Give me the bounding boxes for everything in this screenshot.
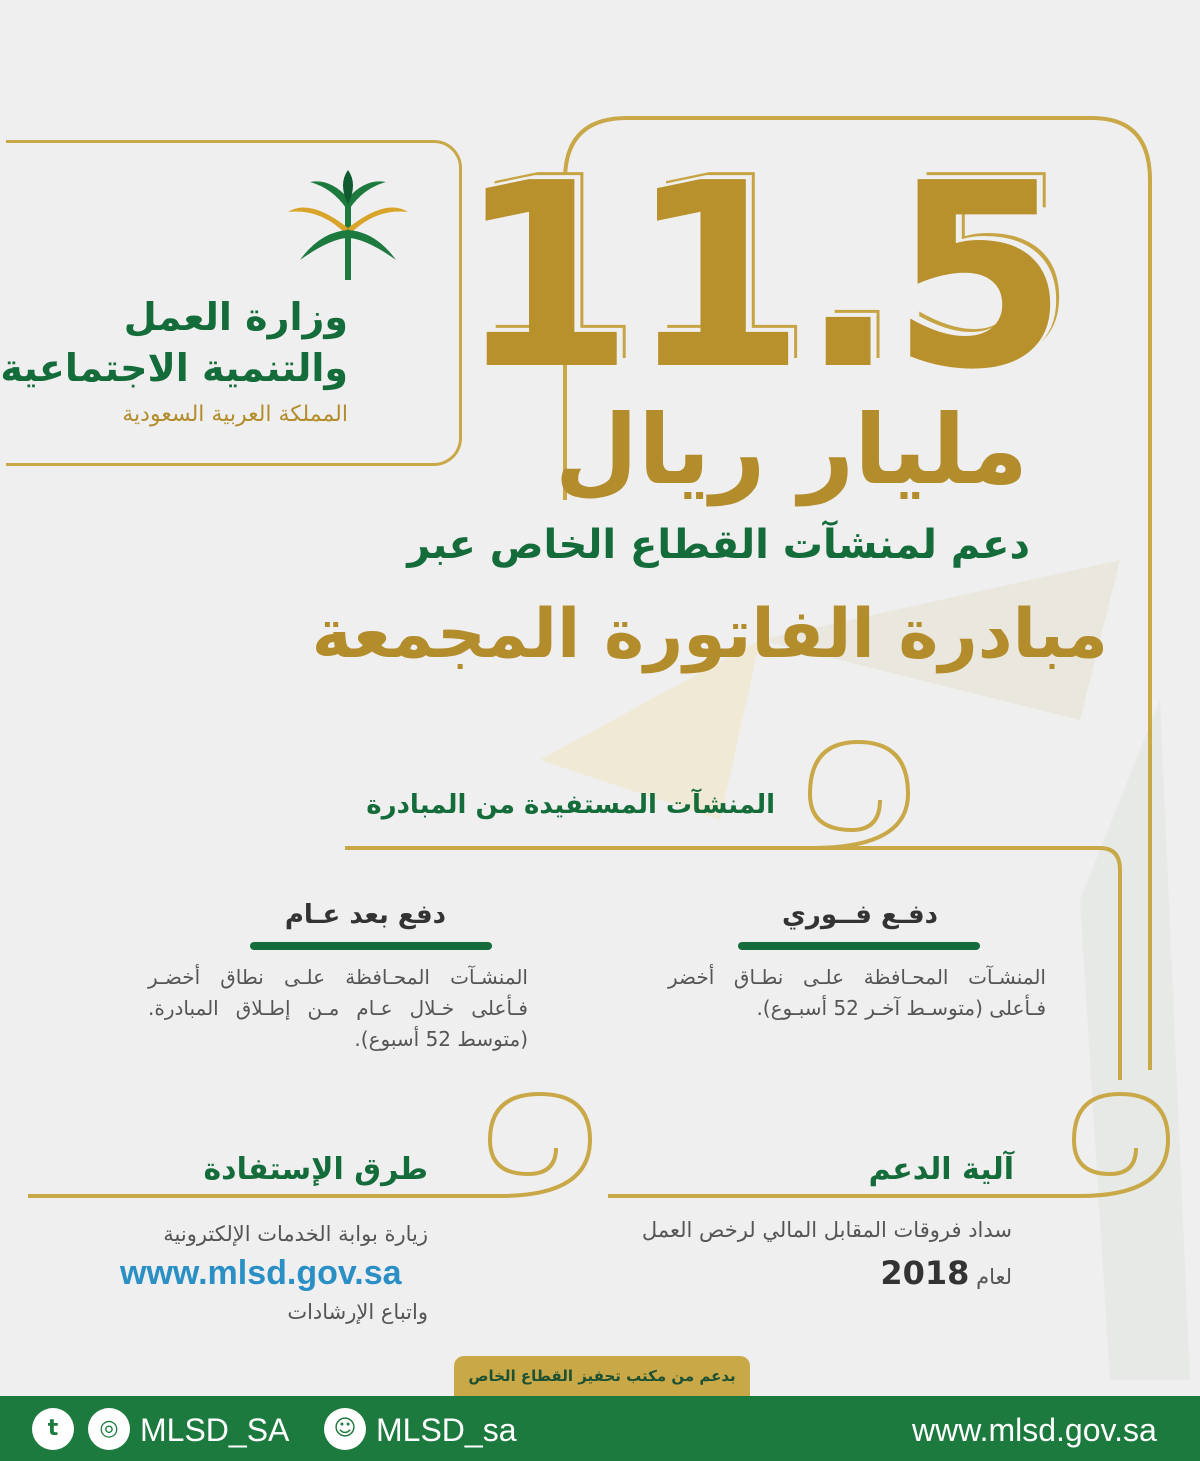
portal-link[interactable]: www.mlsd.gov.sa [120, 1254, 402, 1292]
ministry-name-line1: وزارة العمل [123, 295, 348, 339]
twitter-icon[interactable]: t [32, 1408, 74, 1450]
palm-emblem-icon [280, 168, 416, 288]
benefit-methods-line2: واتباع الإرشادات [287, 1300, 428, 1324]
immediate-pay-title: دفـع فــوري [782, 900, 938, 930]
ministry-name-line2: والتنمية الاجتماعية [0, 346, 348, 390]
support-mechanism-body: سداد فروقات المقابل المالي لرخص العمل لعام [641, 1218, 1012, 1289]
after-year-pay-bar [250, 942, 492, 950]
immediate-pay-bar [738, 942, 980, 950]
support-mechanism-text [632, 1214, 1012, 1299]
after-year-pay-text: المنشـآت المحـافظة علـى نطاق أخضـر فـأعلى خـلال عـام مـن إطـلاق المبادرة. (متوسط 52 أسبوع). [148, 965, 528, 1051]
headline-currency: مليار ريال [554, 394, 1028, 506]
beneficiaries-title: المنشآت المستفيدة من المبادرة [366, 790, 775, 820]
headline-amount: 11.5 [456, 129, 1062, 426]
support-mechanism-year: 2018 [880, 1253, 970, 1292]
benefit-methods-line1: زيارة بوابة الخدمات الإلكترونية [163, 1222, 428, 1246]
initiative-title: مبادرة الفاتورة المجمعة [311, 595, 1108, 674]
immediate-pay-text: المنشـآت المحـافظة علـى نطـاق أخضر فـأعلى (متوسـط آخـر 52 أسبـوع). [668, 965, 1046, 1020]
snapchat-icon[interactable]: ☺ [324, 1408, 366, 1450]
after-year-pay-title: دفع بعد عـام [284, 900, 446, 930]
instagram-handle[interactable]: MLSD_SA [140, 1412, 290, 1448]
support-mechanism-title: آلية الدعم [868, 1152, 1014, 1187]
footer-website[interactable]: www.mlsd.gov.sa [912, 1412, 1157, 1448]
ministry-country: المملكة العربية السعودية [122, 402, 348, 427]
headline-subtitle: دعم لمنشآت القطاع الخاص عبر [407, 522, 1030, 568]
benefit-methods-title: طرق الإستفادة [203, 1152, 428, 1187]
supported-by-tab: بدعم من مكتب تحفيز القطاع الخاص [454, 1356, 750, 1396]
instagram-icon[interactable]: ◎ [88, 1408, 130, 1450]
snapchat-handle[interactable]: MLSD_sa [376, 1412, 517, 1448]
